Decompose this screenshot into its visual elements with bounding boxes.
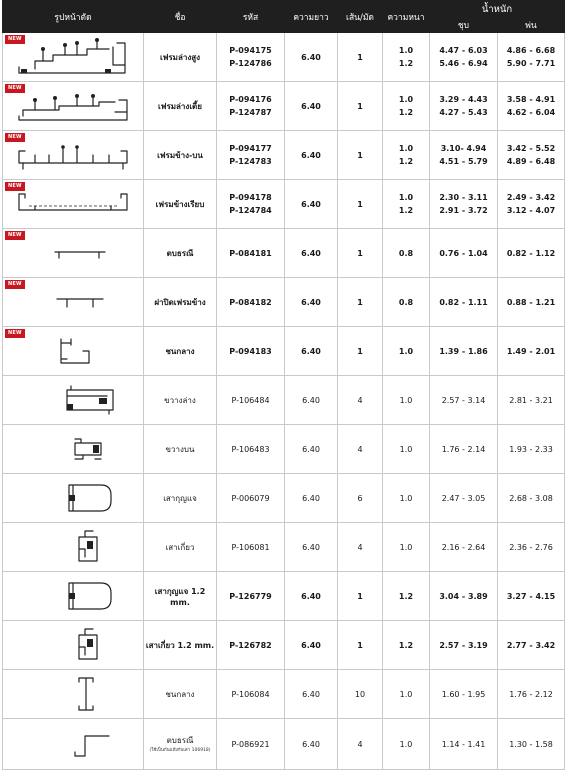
profile-section [3,82,144,131]
profile-section [3,523,144,572]
weight-painted-value: 5.90 - 7.71 [506,59,556,68]
profile-drawing [13,726,133,762]
profile-name [144,82,217,131]
weight-coated-value: 1.39 - 1.86 [439,346,488,356]
weight-painted-value: 4.89 - 6.48 [506,157,556,166]
profile-thickness [383,621,430,670]
weight-coated-value: 2.16 - 2.64 [441,542,486,552]
profile-length: 6.40 [285,621,338,670]
profile-pcs: 10 [338,670,383,719]
weight-painted [498,474,565,523]
profile-pcs: 4 [338,425,383,474]
weight-painted [498,33,565,82]
profile-name [144,327,217,376]
profile-code [217,474,285,523]
weight-painted-value: 2.36 - 2.76 [509,542,553,552]
profile-thickness-value: 1.0 [399,542,413,552]
profile-thickness-value: 1.0 [398,346,414,356]
profile-name-text: ขวางล่าง [164,395,196,405]
profile-pcs: 1 [338,278,383,327]
profile-pcs: 4 [338,719,383,770]
table-row [3,229,565,278]
weight-coated-value: 0.76 - 1.04 [439,248,488,258]
profile-section [3,229,144,278]
profile-length: 6.40 [285,376,338,425]
weight-painted-value: 0.82 - 1.12 [506,248,556,258]
weight-coated [430,719,498,770]
profile-section [3,719,144,770]
weight-painted-value: 3.27 - 4.15 [506,591,556,601]
weight-painted-value: 3.42 - 5.52 [506,144,556,153]
profile-thickness-value: 1.2 [398,206,414,215]
weight-coated-value: 2.57 - 3.19 [439,640,488,650]
weight-painted [498,82,565,131]
profile-pcs: 1 [338,327,383,376]
profile-drawing [13,333,133,369]
table-row [3,33,565,82]
profile-code [217,33,285,82]
profile-thickness [383,572,430,621]
profile-section [3,131,144,180]
profile-name [144,131,217,180]
weight-painted [498,719,565,770]
profile-code [217,82,285,131]
profile-drawing [13,431,133,467]
profile-thickness [383,670,430,719]
profile-thickness [383,425,430,474]
profile-thickness-value: 1.0 [399,395,413,405]
profile-name-text: ฝาปิดเฟรมข้าง [154,297,206,307]
table-row [3,131,565,180]
header-weight: น้ำหนัก [430,1,565,18]
profile-name-text: เฟรมข้างเรียบ [155,199,205,209]
weight-coated-value: 1.14 - 1.41 [441,739,486,749]
profile-section [3,425,144,474]
profile-thickness [383,180,430,229]
weight-coated [430,33,498,82]
weight-coated [430,131,498,180]
profile-thickness-value: 0.8 [398,297,414,307]
profile-length: 6.40 [285,719,338,770]
profile-pcs: 4 [338,523,383,572]
header-thickness: ความหนา [383,1,430,33]
new-badge: NEW [5,329,25,338]
table-row [3,180,565,229]
table-row [3,572,565,621]
weight-coated-value: 3.10- 4.94 [440,144,487,153]
weight-painted-value: 1.49 - 2.01 [506,346,556,356]
weight-coated-value: 1.60 - 1.95 [441,689,486,699]
table-row [3,474,565,523]
weight-coated-value: 4.27 - 5.43 [439,108,488,117]
profile-name [144,474,217,523]
weight-coated-value: 2.57 - 3.14 [441,395,486,405]
profile-thickness-value: 1.0 [399,444,413,454]
profile-thickness-value: 1.0 [399,739,413,749]
profile-code-value: P-094176 [229,95,272,104]
weight-painted-value: 1.93 - 2.33 [509,444,553,454]
profile-thickness-value: 1.2 [398,108,414,117]
weight-painted [498,229,565,278]
profile-code-value: P-006079 [231,493,270,503]
weight-coated [430,278,498,327]
profile-code [217,719,285,770]
profile-name-text: เสาเกี่ยว [165,542,195,552]
header-weight-coated: ชุบ [430,18,498,33]
profile-length: 6.40 [285,131,338,180]
profile-drawing [13,577,133,615]
profile-drawing [13,86,133,126]
weight-coated-value: 0.82 - 1.11 [439,297,488,307]
profile-thickness-value: 1.0 [398,193,414,202]
profile-section [3,670,144,719]
profile-thickness [383,33,430,82]
profile-name [144,376,217,425]
weight-painted-value: 0.88 - 1.21 [506,297,556,307]
weight-painted-value: 1.76 - 2.12 [509,689,553,699]
new-badge: NEW [5,35,25,44]
profile-drawing [13,479,133,517]
weight-painted [498,180,565,229]
weight-coated-value: 4.51 - 5.79 [439,157,488,166]
weight-coated [430,376,498,425]
profile-name-text: เสากุญแจ [163,493,197,503]
profile-name [144,670,217,719]
weight-coated [430,327,498,376]
weight-painted-value: 1.30 - 1.58 [509,739,553,749]
profile-section [3,327,144,376]
profile-thickness-value: 1.2 [398,59,414,68]
header-code: รหัส [217,1,285,33]
profile-code [217,180,285,229]
profile-name-text: เสากุญแจ 1.2 mm. [154,587,206,607]
weight-coated [430,229,498,278]
profile-drawing [13,674,133,714]
profile-pcs: 1 [338,33,383,82]
profile-drawing [13,625,133,665]
profile-thickness [383,278,430,327]
profile-pcs: 1 [338,572,383,621]
profile-section [3,180,144,229]
profile-name-text: เสาเกี่ยว 1.2 mm. [145,640,215,650]
weight-coated-value: 2.47 - 3.05 [441,493,486,503]
profile-pcs: 1 [338,229,383,278]
profile-section [3,474,144,523]
profile-code-value: P-084181 [229,248,272,258]
profile-thickness-value: 1.0 [398,95,414,104]
profile-name [144,523,217,572]
new-badge: NEW [5,280,25,289]
profile-length: 6.40 [285,572,338,621]
profile-code-value: P-106081 [231,542,270,552]
table-row [3,621,565,670]
header-section: รูปหน้าตัด [3,1,144,33]
profile-drawing [13,135,133,175]
profile-section [3,572,144,621]
profile-code [217,572,285,621]
profile-name-text: ตบธรณี [166,736,194,745]
weight-painted-value: 2.49 - 3.42 [506,193,556,202]
weight-painted-value: 2.81 - 3.21 [509,395,553,405]
weight-painted [498,670,565,719]
profile-thickness [383,474,430,523]
table-row [3,719,565,770]
header-weight-painted: พ่น [498,18,565,33]
profile-thickness-value: 1.0 [399,493,413,503]
profile-drawing [13,287,133,317]
profile-code-value: P-094178 [229,193,272,202]
weight-painted-value: 2.68 - 3.08 [509,493,553,503]
profile-code [217,523,285,572]
profile-code-value: P-124787 [229,108,272,117]
profile-name [144,572,217,621]
new-badge: NEW [5,133,25,142]
weight-coated [430,425,498,474]
profile-thickness [383,327,430,376]
table-body [3,33,565,770]
new-badge: NEW [5,182,25,191]
table-row [3,376,565,425]
header-pcs: เส้น/มัด [338,1,383,33]
weight-coated-value: 3.04 - 3.89 [439,591,488,601]
weight-coated [430,670,498,719]
profile-code-value: P-094183 [229,346,272,356]
weight-painted-value: 3.58 - 4.91 [506,95,556,104]
profile-drawing [13,527,133,567]
weight-coated-value: 3.29 - 4.43 [439,95,488,104]
weight-coated [430,82,498,131]
profile-note: (ใช้เป็นกันแห้งกับเสา 106918) [149,748,211,753]
profile-code-value: P-124786 [229,59,272,68]
weight-painted [498,278,565,327]
profile-thickness [383,719,430,770]
profile-length: 6.40 [285,670,338,719]
profile-name [144,621,217,670]
profile-name-text: เฟรมล่างสูง [159,52,201,62]
profile-pcs: 6 [338,474,383,523]
profile-length: 6.40 [285,229,338,278]
profile-length: 6.40 [285,82,338,131]
weight-painted [498,376,565,425]
profile-length: 6.40 [285,327,338,376]
profile-thickness-value: 1.2 [398,591,414,601]
profile-section [3,33,144,82]
profile-thickness-value: 1.0 [398,46,414,55]
profile-drawing [13,382,133,418]
header-name: ชื่อ [144,1,217,33]
profile-code-value: P-094177 [229,144,272,153]
table-row [3,425,565,474]
profile-length: 6.40 [285,523,338,572]
profile-thickness-value: 1.0 [398,144,414,153]
table-row [3,82,565,131]
table-row [3,278,565,327]
profile-section [3,621,144,670]
profile-pcs: 1 [338,82,383,131]
profile-thickness [383,82,430,131]
profile-length: 6.40 [285,33,338,82]
profile-code-value: P-124784 [229,206,272,215]
profile-code [217,670,285,719]
profile-code-value: P-106084 [231,689,270,699]
new-badge: NEW [5,231,25,240]
profile-drawing [13,35,133,79]
profile-pcs: 1 [338,180,383,229]
profile-pcs: 1 [338,131,383,180]
profile-name-text: ตบธรณี [166,248,194,258]
profile-code-value: P-106484 [231,395,270,405]
profile-section [3,278,144,327]
profile-name-text: ชนกลาง [165,689,195,699]
new-badge: NEW [5,84,25,93]
profile-code [217,376,285,425]
profile-name-text: เฟรมข้าง-บน [157,150,203,160]
weight-painted [498,572,565,621]
weight-coated [430,180,498,229]
weight-coated [430,474,498,523]
weight-coated-value: 2.30 - 3.11 [439,193,488,202]
profile-pcs: 1 [338,621,383,670]
weight-painted-value: 4.62 - 6.04 [506,108,556,117]
weight-painted [498,425,565,474]
profile-name [144,33,217,82]
profile-thickness [383,523,430,572]
weight-painted-value: 2.77 - 3.42 [506,640,556,650]
profile-code [217,229,285,278]
profile-name [144,719,217,770]
profile-thickness-value: 0.8 [398,248,414,258]
weight-coated-value: 1.76 - 2.14 [441,444,486,454]
profile-thickness-value: 1.0 [399,689,413,699]
profile-name [144,229,217,278]
table-row [3,523,565,572]
profile-name-text: ชนกลาง [165,346,195,356]
profile-code-value: P-086921 [231,739,270,749]
weight-painted [498,131,565,180]
profile-code-value: P-084182 [229,297,272,307]
weight-coated [430,523,498,572]
weight-coated [430,572,498,621]
profile-code-value: P-126782 [229,640,272,650]
profile-code [217,621,285,670]
profile-code-value: P-094175 [229,46,272,55]
profile-spec-table [2,0,565,770]
weight-painted-value: 4.86 - 6.68 [506,46,556,55]
profile-drawing [13,238,133,268]
profile-pcs: 4 [338,376,383,425]
profile-thickness [383,229,430,278]
table-row [3,327,565,376]
profile-name [144,425,217,474]
profile-code [217,131,285,180]
weight-coated-value: 2.91 - 3.72 [439,206,488,215]
weight-painted [498,327,565,376]
profile-code [217,425,285,474]
profile-thickness [383,131,430,180]
profile-name [144,278,217,327]
weight-coated-value: 5.46 - 6.94 [439,59,488,68]
profile-code [217,327,285,376]
weight-coated-value: 4.47 - 6.03 [439,46,488,55]
profile-code-value: P-106483 [231,444,270,454]
weight-coated [430,621,498,670]
weight-painted-value: 3.12 - 4.07 [506,206,556,215]
profile-name [144,180,217,229]
weight-painted [498,621,565,670]
profile-code-value: P-124783 [229,157,272,166]
profile-name-text: เฟรมล่างเตี้ย [158,101,202,111]
profile-length: 6.40 [285,180,338,229]
profile-thickness-value: 1.2 [398,640,414,650]
profile-section [3,376,144,425]
table-row [3,670,565,719]
profile-drawing [13,184,133,224]
weight-painted [498,523,565,572]
profile-code-value: P-126779 [229,591,272,601]
profile-thickness-value: 1.2 [398,157,414,166]
profile-length: 6.40 [285,474,338,523]
profile-length: 6.40 [285,278,338,327]
profile-length: 6.40 [285,425,338,474]
header-length: ความยาว [285,1,338,33]
profile-name-text: ขวางบน [165,444,195,454]
profile-thickness [383,376,430,425]
profile-code [217,278,285,327]
